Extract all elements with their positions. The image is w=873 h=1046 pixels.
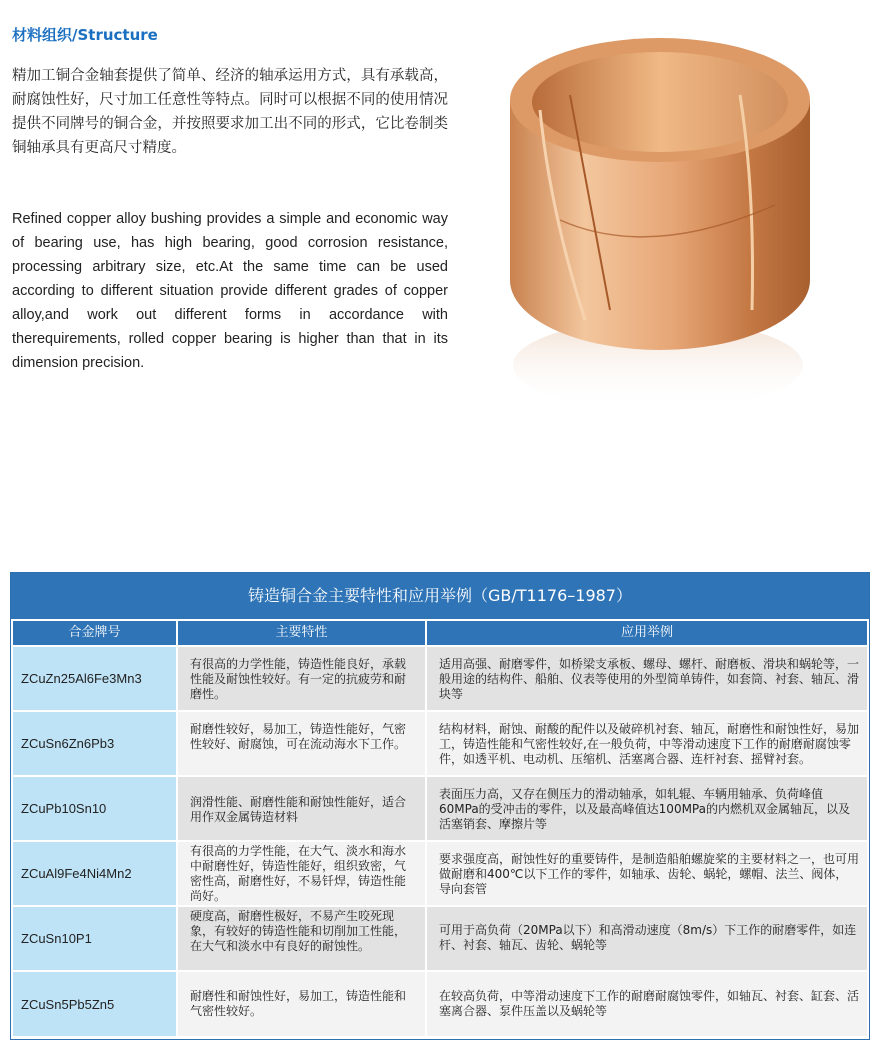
application-cell: 可用于高负荷（20MPa以下）和高滑动速度（8m/s）下工作的耐磨零件，如连杆、衬套、轴瓦、齿轮、蜗轮等	[427, 907, 867, 970]
grade-cell: ZCuPb10Sn10	[13, 777, 176, 840]
application-cell: 适用高强、耐磨零件，如桥梁支承板、螺母、螺杆、耐磨板、滑块和蜗轮等，一般用途的结构件、船舶、仪表等使用的外型简单铸件，如套筒、衬套、轴瓦、滑块等	[427, 647, 867, 710]
property-cell: 有很高的力学性能，铸造性能良好，承载性能及耐蚀性较好。有一定的抗疲劳和耐 磨性。	[178, 647, 425, 710]
intro-text-english: Refined copper alloy bushing provides a simple and economic way of bearing use, has high bearing, good corrosion resistance, processing arbitrary size, etc.At the same time can be used according to different situation provide different grades of copper alloy,and work out different forms in accordance with therequirements, rolled copper bearing is higher than that in its dimension precision.	[12, 211, 448, 371]
application-cell: 结构材料，耐蚀、耐酸的配件以及破碎机衬套、轴瓦，耐磨性和耐蚀性好，易加工，铸造性能和气密性较好,在一般负荷，中等滑动速度下工作的耐磨耐腐蚀零件，如透平机、电动机、压缩机、活塞离合器、连杆衬套、摇臂衬套。	[427, 712, 867, 775]
grade-cell: ZCuSn5Pb5Zn5	[13, 972, 176, 1036]
property-cell: 润滑性能、耐磨性能和耐蚀性能好，适合用作双金属铸造材料	[178, 777, 425, 840]
section-title: 材料组织/Structure	[12, 26, 158, 44]
grade-cell: ZCuAl9Fe4Ni4Mn2	[13, 842, 176, 905]
grade-cell: ZCuZn25Al6Fe3Mn3	[13, 647, 176, 710]
bushing-product-image	[490, 20, 850, 420]
grade-cell: ZCuSn10P1	[13, 907, 176, 970]
table-title: 铸造铜合金主要特性和应用举例（GB/T1176–1987）	[11, 573, 869, 619]
table-row	[11, 647, 869, 710]
table-row	[11, 842, 869, 905]
application-cell: 表面压力高，又存在侧压力的滑动轴承，如轧辊、车辆用轴承、负荷峰值60MPa的受冲击的零件，以及最高峰值达100MPa的内燃机双金属轴瓦，以及活塞销套、摩擦片等	[427, 777, 867, 840]
property-cell: 耐磨性和耐蚀性好，易加工，铸造性能和气密性较好。	[178, 972, 425, 1036]
property-cell: 有很高的力学性能，在大气、淡水和海水中耐磨性好，铸造性能好，组织致密，气密性高，耐磨性好，不易钎焊，铸造性能尚好。	[178, 842, 425, 905]
alloy-table	[10, 572, 870, 1040]
table-row	[11, 907, 869, 970]
column-header-application: 应用举例	[427, 621, 867, 645]
intro-text-chinese: 精加工铜合金轴套提供了简单、经济的轴承运用方式，具有承载高，耐腐蚀性好，尺寸加工任意性等特点。同时可以根据不同的使用情况提供不同牌号的铜合金，并按照要求加工出不同的形式，它比卷制类铜轴承具有更高尺寸精度。	[12, 68, 448, 156]
grade-cell: ZCuSn6Zn6Pb3	[13, 712, 176, 775]
table-row	[11, 972, 869, 1036]
application-cell: 在较高负荷，中等滑动速度下工作的耐磨耐腐蚀零件，如轴瓦、衬套、缸套、活塞离合器、泵件压盖以及蜗轮等	[427, 972, 867, 1036]
column-header-grade: 合金牌号	[13, 621, 176, 645]
table-row	[11, 712, 869, 775]
property-cell: 耐磨性较好，易加工，铸造性能好，气密性较好、耐腐蚀，可在流动海水下工作。	[178, 712, 425, 775]
application-cell: 要求强度高，耐蚀性好的重要铸件，是制造船舶螺旋桨的主要材料之一，也可用做耐磨和400℃以下工作的零件，如轴承、齿轮、蜗轮，螺帽、法兰、阀体，导向套管	[427, 842, 867, 905]
column-header-property: 主要特性	[178, 621, 425, 645]
property-cell: 硬度高，耐磨性极好，不易产生咬死现象，有较好的铸造性能和切削加工性能，在大气和淡水中有良好的耐蚀性。	[178, 907, 425, 970]
table-row	[11, 777, 869, 840]
